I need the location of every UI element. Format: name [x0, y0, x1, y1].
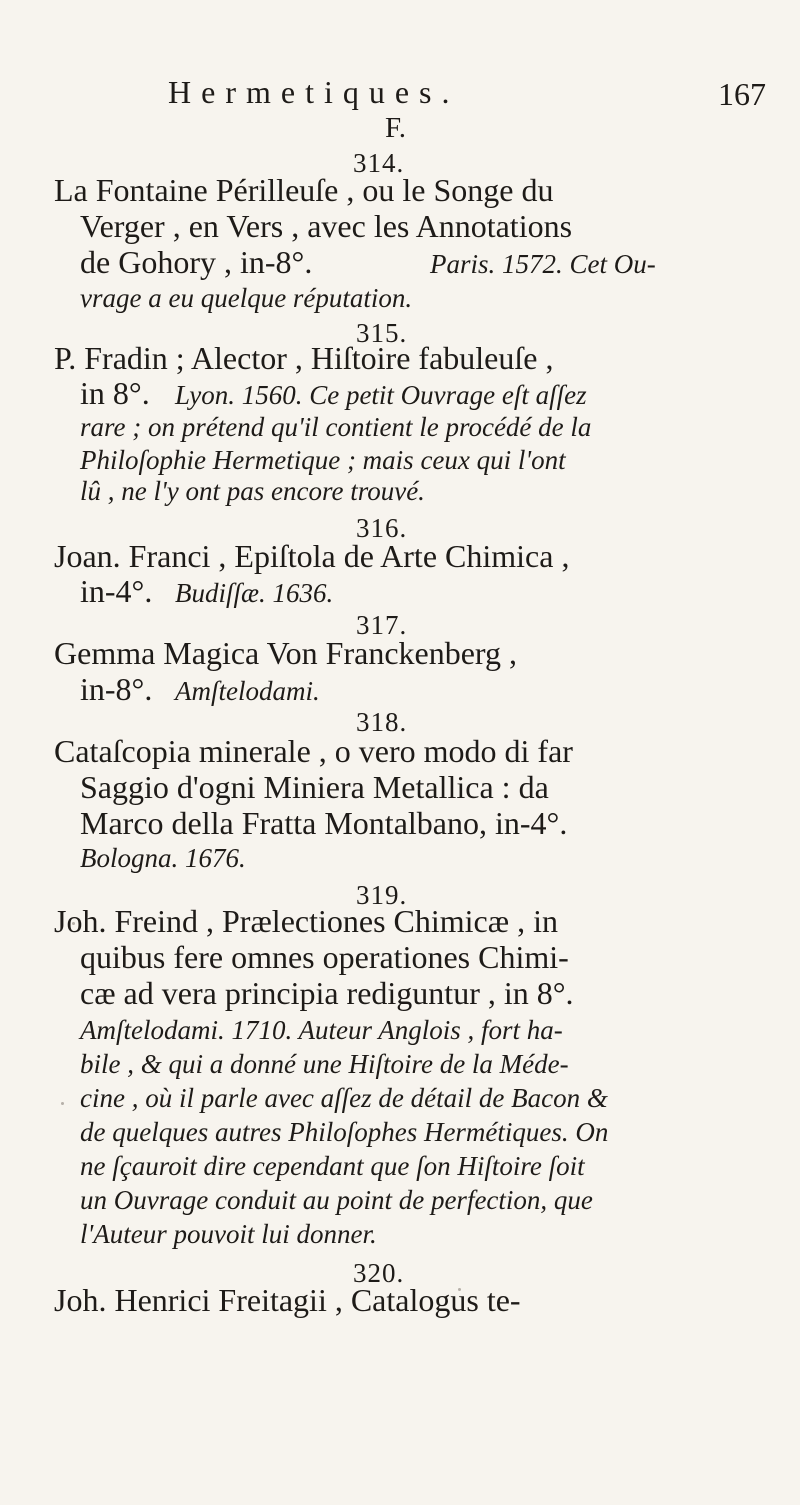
entry-imprint: Budiſſæ. 1636. — [175, 578, 334, 608]
entry-text-line: Marco della Fratta Montalbano, in-4°. — [80, 805, 568, 841]
entry-text-line: in-8°. — [80, 671, 153, 707]
running-title: Hermetiques. — [168, 74, 460, 110]
entry-note-line: cine , où il parle avec aſſez de détail de Bacon & — [80, 1083, 608, 1113]
entry-text-line: in-4°. — [80, 573, 153, 609]
entry-number: 319. — [356, 880, 408, 910]
entry-text-line: quibus fere omnes operationes Chimi- — [80, 939, 569, 975]
entry-text-line: Joan. Franci , Epiſtola de Arte Chimica , — [54, 538, 570, 574]
paper-speck — [72, 922, 75, 925]
page-number: 167 — [718, 76, 766, 112]
paper-speck — [458, 1288, 461, 1291]
entry-number: 317. — [356, 610, 408, 640]
entry-text-line: Joh. Freind , Prælectiones Chimicæ , in — [54, 903, 558, 939]
entry-text-line: Gemma Magica Von Franckenberg , — [54, 635, 517, 671]
entry-text-line: de Gohory , in-8°. — [80, 244, 313, 280]
entry-text-line: La Fontaine Périlleuſe , ou le Songe du — [54, 172, 554, 208]
entry-note-line: vrage a eu quelque réputation. — [80, 283, 413, 313]
entry-number: 316. — [356, 513, 408, 543]
paper-speck — [61, 1102, 64, 1105]
entry-number: 320. — [353, 1258, 405, 1288]
entry-text-line: Cataſcopia minerale , o vero modo di far — [54, 733, 573, 769]
entry-imprint: Amſtelodami. — [175, 676, 320, 706]
entry-note-line: lû , ne l'y ont pas encore trouvé. — [80, 476, 425, 506]
entry-note-line: Philoſophie Hermetique ; mais ceux qui l'ont — [80, 445, 566, 475]
entry-number: 314. — [353, 148, 405, 178]
entry-imprint: Lyon. 1560. Ce petit Ouvrage eſt aſſez — [175, 380, 587, 410]
entry-note-line: bile , & qui a donné une Hiſtoire de la Méde- — [80, 1049, 569, 1079]
entry-note-line: rare ; on prétend qu'il contient le procédé de la — [80, 412, 592, 442]
entry-text-line: P. Fradin ; Alector , Hiſtoire fabuleuſe , — [54, 340, 554, 376]
entry-note-line: ne ſçauroit dire cependant que ſon Hiſtoire ſoit — [80, 1151, 585, 1181]
entry-number: 318. — [356, 707, 408, 737]
entry-text-line: in 8°. — [80, 375, 150, 411]
section-letter: F. — [385, 112, 407, 144]
entry-note-line: l'Auteur pouvoit lui donner. — [80, 1219, 377, 1249]
entry-text-line: Verger , en Vers , avec les Annotations — [80, 208, 573, 244]
entry-imprint: Paris. 1572. Cet Ou- — [430, 249, 656, 279]
entry-text-line: cæ ad vera principia rediguntur , in 8°. — [80, 975, 574, 1011]
entry-note-line: un Ouvrage conduit au point de perfection, que — [80, 1185, 593, 1215]
entry-note-line: de quelques autres Philoſophes Hermétiques. On — [80, 1117, 609, 1147]
entry-number: 315. — [356, 318, 408, 348]
entry-text-line: Joh. Henrici Freitagii , Catalogus te- — [54, 1282, 521, 1318]
entry-imprint: Bologna. 1676. — [80, 843, 246, 873]
entry-text-line: Saggio d'ogni Miniera Metallica : da — [80, 769, 549, 805]
entry-note-line: Amſtelodami. 1710. Auteur Anglois , fort ha- — [80, 1015, 563, 1045]
